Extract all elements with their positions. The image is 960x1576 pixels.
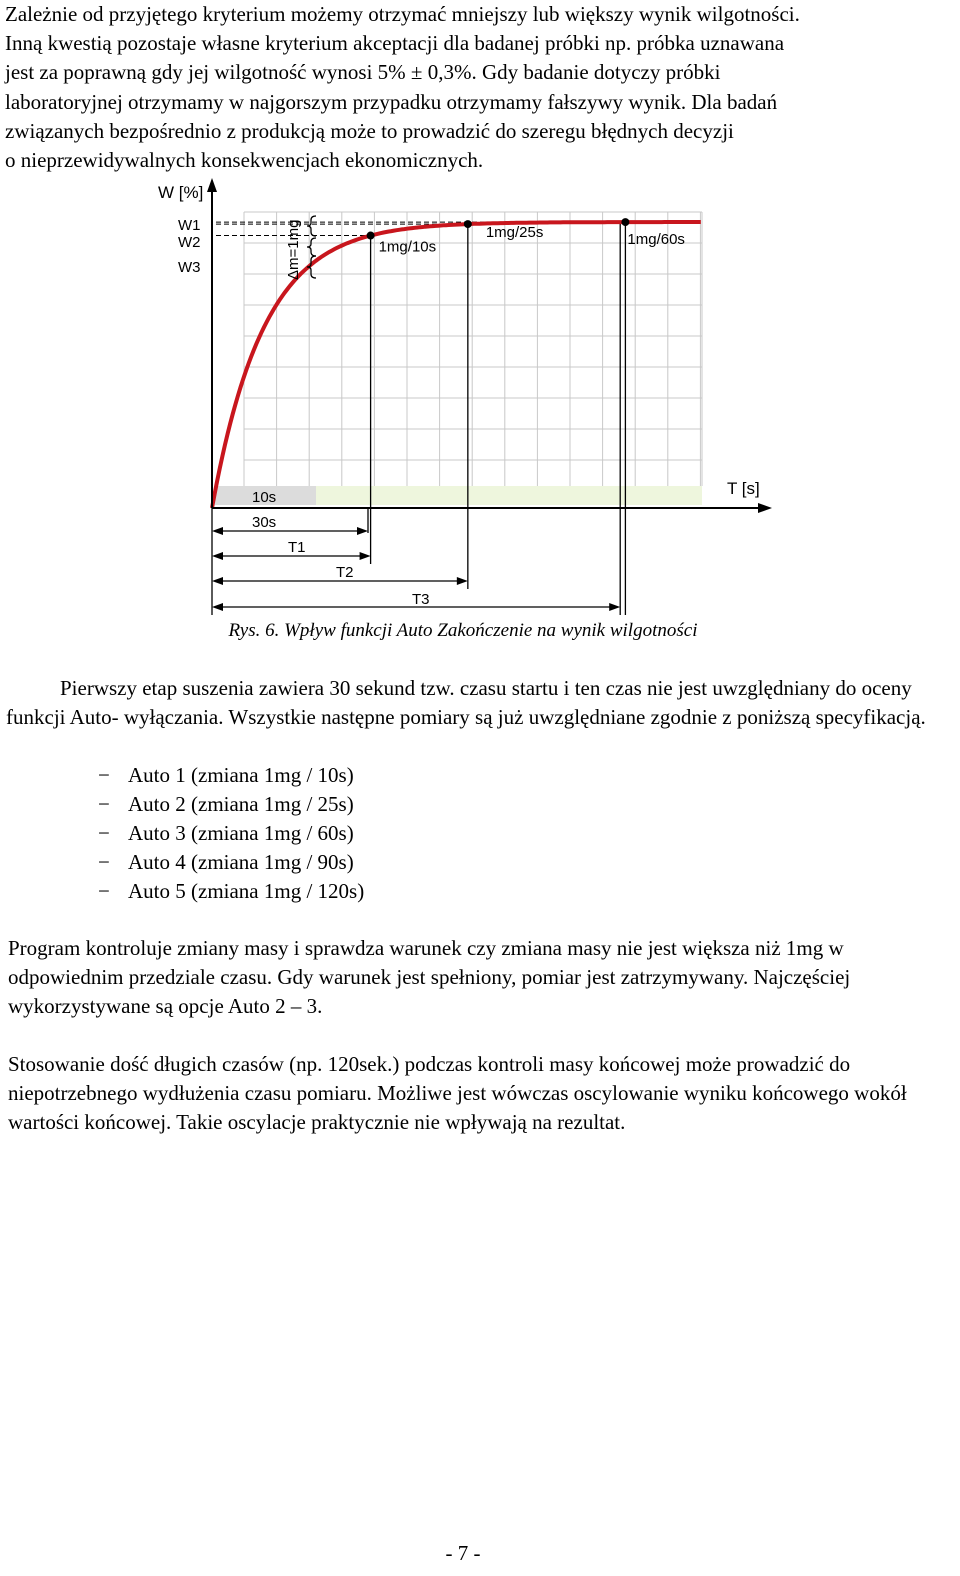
curve-point <box>367 232 375 240</box>
list-dash: − <box>98 763 110 787</box>
figure-caption: Rys. 6. Wpływ funkcji Auto Zakończenie na wynik wilgotności <box>228 620 698 641</box>
x-axis-label: T [s] <box>727 479 760 498</box>
list-item <box>98 819 364 848</box>
list-item <box>98 848 364 877</box>
text-line: o nieprzewidywalnych konsekwencjach ekonomicznych. <box>5 148 484 173</box>
list-item <box>98 790 364 819</box>
interval-label: 30s <box>252 514 277 531</box>
list-dash: − <box>98 792 110 816</box>
text-line: jest za poprawną gdy jej wilgotność wynosi 5% ± 0,3%. Gdy badanie dotyczy próbki <box>5 60 721 85</box>
text-line: laboratoryjnej otrzymamy w najgorszym przypadku otrzymamy fałszywy wynik. Dla badań <box>5 89 778 114</box>
paragraph-long-times: Stosowanie dość długich czasów (np. 120sek.) podczas kontroli masy końcowej może prowadzić do niepotrzebnego wydłużenia czasu pomiaru. Możliwe jest wówczas oscylowanie wyniku końcowego wokół wartości końcowej. Takie oscylacje praktycznie nie wpływają na rezultat. <box>8 1052 907 1134</box>
intro-paragraph <box>5 0 960 175</box>
level-label-w3: W3 <box>178 259 201 276</box>
list-item-text: Auto 5 (zmiana 1mg / 120s) <box>128 879 365 903</box>
grid <box>244 212 702 486</box>
point-label: 1mg/10s <box>378 238 437 256</box>
list-item-text: Auto 4 (zmiana 1mg / 90s) <box>128 850 354 874</box>
list-item <box>98 761 364 790</box>
point-labels <box>379 224 685 255</box>
measurement-phase-band <box>316 486 702 505</box>
interval-t2 <box>212 564 468 585</box>
delta-m-label: Δm=1mg <box>285 219 302 280</box>
list-item <box>98 877 364 906</box>
curve-point <box>621 218 629 226</box>
y-axis-label: W [%] <box>158 183 204 202</box>
interval-label: T2 <box>336 564 354 581</box>
list-dash: − <box>98 850 110 874</box>
interval-t3 <box>212 591 620 611</box>
interval-30s <box>212 514 368 535</box>
drying-curve-figure <box>140 170 800 620</box>
text-line: Inną kwestią pozostaje własne kryterium akceptacji dla badanej próbki np. próbka uznawana <box>5 31 785 56</box>
list-item-text: Auto 1 (zmiana 1mg / 10s) <box>128 763 354 787</box>
interval-label: T3 <box>412 591 430 608</box>
level-label-w2: W2 <box>178 234 201 251</box>
list-item-text: Auto 3 (zmiana 1mg / 60s) <box>128 821 354 845</box>
paragraph-text: Pierwszy etap suszenia zawiera 30 sekund tzw. czasu startu i ten czas nie jest uwzględniany do oceny funkcji Auto- wyłączania. Wszystkie następne pomiary są już uwzględniane zgodnie z poniższą specyfikacją. <box>6 676 926 729</box>
page-number: - 7 - <box>445 1541 481 1565</box>
curve-point <box>464 220 472 228</box>
interval-label: T1 <box>288 539 306 556</box>
paragraph-start-phase <box>6 674 956 732</box>
auto-mode-list <box>98 761 364 906</box>
list-dash: − <box>98 879 110 903</box>
level-label-w1: W1 <box>178 217 201 234</box>
interval-t1 <box>212 539 371 560</box>
point-label: 1mg/60s <box>627 231 685 249</box>
text-line: Zależnie od przyjętego kryterium możemy otrzymać mniejszy lub większy wynik wilgotności. <box>5 2 800 26</box>
interval-label-10s: 10s <box>252 489 277 506</box>
list-dash: − <box>98 821 110 845</box>
text-line: związanych bezpośrednio z produkcją może to prowadzić do szeregu błędnych decyzji <box>5 118 734 143</box>
paragraph-program-control: Program kontroluje zmiany masy i sprawdza warunek czy zmiana masy nie jest większa niż 1mg w odpowiednim przedziale czasu. Gdy warunek jest spełniony, pomiar jest zatrzymywany. Najczęściej wykorzystywane są opcje Auto 2 – 3. <box>8 936 851 1018</box>
point-label: 1mg/25s <box>485 224 544 242</box>
list-item-text: Auto 2 (zmiana 1mg / 25s) <box>128 792 354 816</box>
